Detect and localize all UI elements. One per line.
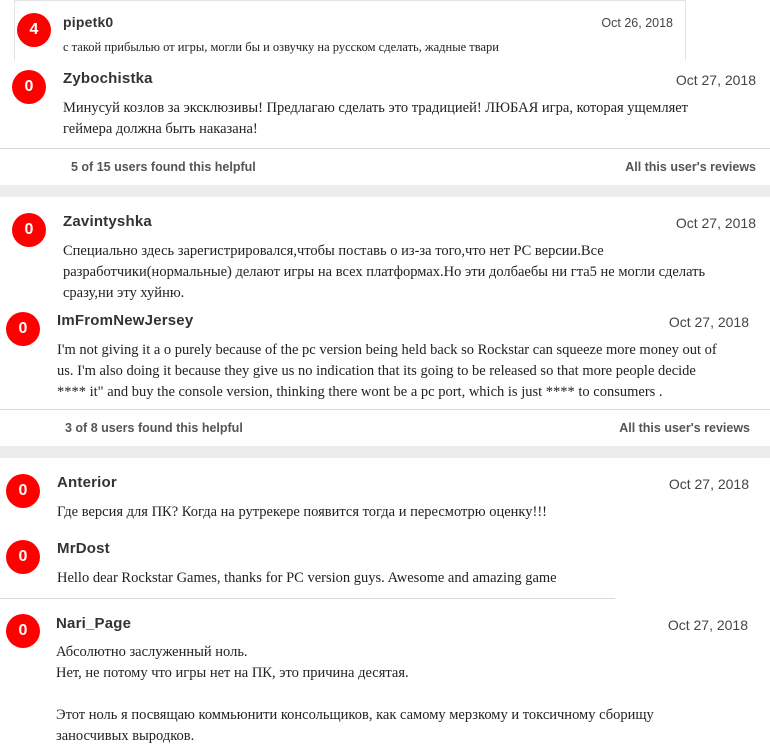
review-text [56, 642, 654, 747]
review-username[interactable]: Zavintyshka [63, 213, 152, 230]
review-line: Абсолютно заслуженный ноль. [56, 644, 248, 660]
card-border-left [14, 0, 15, 60]
review-text [57, 340, 717, 403]
helpful-count: 3 of 8 users found this helpful [65, 421, 243, 435]
helpful-count: 5 of 15 users found this helpful [71, 160, 256, 174]
review-date: Oct 27, 2018 [675, 215, 756, 231]
review-text [63, 98, 688, 140]
score-badge: 0 [12, 70, 46, 104]
review-line: Где версия для ПК? Когда на рутрекере появится тогда и пересмотрю оценку!!! [57, 504, 548, 520]
review-text [57, 502, 547, 523]
divider [0, 598, 615, 599]
review-date: Oct 27, 2018 [667, 617, 748, 633]
card-border-top [14, 0, 686, 1]
all-user-reviews-link[interactable]: All this user's reviews [625, 160, 756, 174]
review-text [63, 38, 499, 56]
review-line: Этот ноль я посвящаю коммьюнити консольщиков, как самому мерзкому и токсичному сборищу [56, 707, 654, 723]
section-gap [0, 446, 770, 458]
card-border-right [685, 0, 686, 60]
review-username[interactable]: Anterior [57, 474, 117, 491]
section-gap [0, 185, 770, 197]
all-user-reviews-link[interactable]: All this user's reviews [619, 421, 750, 435]
review-line: разработчики(нормальные) делают игры на всех платформах.Но эти долбаебы ни гта5 не могли сделать [63, 264, 706, 280]
review-username[interactable]: MrDost [57, 540, 110, 557]
review-line: I'm not giving it a o purely because of the pc version being held back so Rockstar can squeeze more money out of [57, 342, 717, 358]
divider [0, 409, 770, 410]
review-username[interactable]: Zybochistka [63, 70, 153, 87]
score-badge: 0 [6, 540, 40, 574]
review-line: Минусуй козлов за эксклюзивы! Предлагаю сделать это традицией! ЛЮБАЯ игра, которая ущемляет [63, 100, 689, 116]
review-line: Нет, не потому что игры нет на ПК, это причина десятая. [56, 665, 409, 681]
review-username[interactable]: Nari_Page [56, 615, 132, 632]
score-badge: 0 [6, 312, 40, 346]
review-username[interactable]: ImFromNewJersey [57, 312, 194, 329]
review-text [57, 568, 557, 589]
review-date: Oct 27, 2018 [668, 314, 749, 330]
review-line: **** it" and buy the console version, thinking there wont be a pc port, which is just **** to consumers . [57, 384, 663, 400]
divider [0, 148, 770, 149]
review-line: с такой прибылью от игры, могли бы и озвучку на русском сделать, жадные твари [63, 40, 499, 54]
review-text [63, 241, 705, 304]
score-badge: 0 [6, 474, 40, 508]
review-date: Oct 27, 2018 [668, 476, 749, 492]
review-date: Oct 26, 2018 [601, 16, 673, 30]
review-line: геймера должна быть наказана! [63, 121, 258, 137]
score-badge: 0 [6, 614, 40, 648]
review-line: заносчивых выродков. [56, 728, 195, 744]
review-username[interactable]: pipetk0 [63, 14, 114, 30]
review-line: Специально здесь зарегистрировался,чтобы поставь о из-за того,что нет PC версии.Все [63, 243, 604, 259]
score-badge: 0 [12, 213, 46, 247]
review-line: сразу,ни эту хуйню. [63, 285, 185, 301]
review-line [56, 684, 654, 705]
review-line: us. I'm also doing it because they give us no indication that its going to be released so that more people decide [57, 363, 696, 379]
score-badge: 4 [17, 13, 51, 47]
review-line: Hello dear Rockstar Games, thanks for PC version guys. Awesome and amazing game [57, 570, 557, 586]
review-date: Oct 27, 2018 [675, 72, 756, 88]
